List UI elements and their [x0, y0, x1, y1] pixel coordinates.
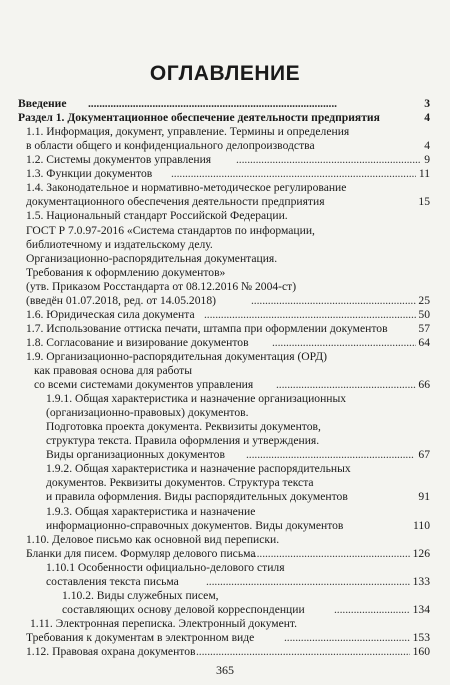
toc-entry	[46, 434, 430, 448]
toc-entry	[26, 533, 430, 547]
toc-entry	[46, 406, 430, 420]
page-number: 365	[216, 663, 234, 677]
toc-entry	[26, 645, 430, 659]
toc-entry-page: 110	[413, 518, 430, 532]
toc-entry-text: составляющих основу деловой корреспонденции	[62, 602, 305, 616]
toc-entry-text: 1.5. Национальный стандарт Российской Федерации.	[26, 209, 288, 223]
toc-entry-text: Требования к документам в электронном виде	[26, 630, 255, 644]
leader-dots	[276, 378, 416, 392]
toc-entry	[26, 181, 430, 195]
toc-entry-page: 3	[424, 97, 430, 110]
toc-entry-text: и правила оформления. Виды распорядительных документов	[46, 490, 348, 504]
toc-entry-text: документационного обеспечения деятельности предприятия	[26, 195, 325, 209]
toc-entry	[46, 462, 430, 476]
toc-entry	[26, 547, 430, 561]
toc-entry	[26, 252, 430, 266]
toc-entry-text: Виды организационных документов	[46, 448, 225, 462]
toc-entry-text: Введение	[18, 97, 67, 110]
leader-dots	[206, 575, 410, 589]
toc-entry-text: 1.4. Законодательное и нормативно-методическое регулирование	[26, 181, 347, 195]
toc-entry	[46, 392, 430, 406]
toc-entry	[26, 224, 430, 238]
toc-entry	[34, 378, 430, 392]
toc-entry	[26, 167, 430, 181]
toc-entry	[46, 420, 430, 434]
toc-entry-text: 1.9.2. Общая характеристика и назначение распорядительных	[46, 462, 351, 476]
toc-entry-text: (введён 01.07.2018, ред. от 14.05.2018)	[26, 293, 216, 307]
leader-dots	[246, 448, 414, 462]
toc-entry-text: 1.8. Согласование и визирование документов	[26, 335, 249, 349]
toc-entry-text: 1.10.2. Виды служебных писем,	[62, 588, 219, 602]
toc-entry	[46, 561, 430, 575]
toc-entry-text: Подготовка проекта документа. Реквизиты документов,	[46, 420, 321, 434]
toc-entry-text: в области общего и конфиденциального делопроизводства	[26, 139, 315, 153]
toc-entry-page: 66	[418, 378, 430, 391]
toc-entry-page: 126	[412, 546, 430, 560]
toc-entry-text: структура текста. Правила оформления и утверждения.	[46, 434, 320, 448]
toc-entry	[26, 266, 430, 280]
toc-entry	[46, 448, 430, 462]
toc-entry-text: 1.11. Электронная переписка. Электронный документ.	[30, 616, 298, 630]
toc-entry-text: 1.7. Использование оттиска печати, штампа при оформлении документов	[26, 321, 388, 335]
toc-entry-page: 133	[412, 574, 430, 588]
toc-entry	[34, 364, 430, 378]
toc-entry	[18, 111, 430, 125]
toc-entry-text: информационно-справочных документов. Виды документов	[46, 518, 344, 532]
toc-entry-text: 1.2. Системы документов управления	[26, 153, 212, 167]
leader-dots	[204, 308, 416, 322]
toc-entry-text: как правовая основа для работы	[34, 364, 193, 377]
toc-entry	[30, 617, 430, 631]
toc-entry-page: 4	[424, 111, 430, 125]
toc-entry-text: со всеми системами документов управления	[34, 378, 254, 391]
page-title: ОГЛАВЛЕНИЕ	[149, 62, 301, 85]
toc-entry	[26, 350, 430, 364]
toc-entry-page: 64	[418, 335, 430, 349]
toc-entry	[26, 308, 430, 322]
toc-entry	[26, 195, 430, 209]
toc-entry-text: 1.10. Деловое письмо как основной вид переписки.	[26, 532, 280, 546]
toc-entry-text: (организационно-правовых) документов.	[46, 406, 249, 420]
toc-entry-page: 67	[418, 448, 430, 462]
toc-entry-page: 153	[412, 630, 430, 644]
toc-entry-text: 1.9.3. Общая характеристика и назначение	[46, 504, 256, 518]
toc-entry	[26, 322, 430, 336]
toc-entry-page: 134	[412, 602, 430, 616]
leader-dots	[88, 97, 416, 111]
toc-entry	[62, 603, 430, 617]
toc-entry	[46, 490, 430, 504]
toc-entry-text: составления текста письма	[46, 574, 179, 588]
toc-entry	[26, 238, 430, 252]
toc-entry-text: 1.9.1. Общая характеристика и назначение организационных	[46, 392, 347, 406]
toc-entry-page: 15	[418, 195, 430, 209]
toc-entry-text: библиотечному и издательскому делу.	[26, 237, 213, 251]
toc-entry-text: (утв. Приказом Росстандарта от 08.12.2016 № 2004-ст)	[26, 279, 297, 293]
toc-entry-page: 91	[418, 490, 430, 504]
toc-entry	[46, 519, 430, 533]
toc-entry-page: 160	[412, 645, 430, 658]
toc-entry-text: 1.12. Правовая охрана документов	[26, 645, 196, 658]
toc-entry-page: 11	[418, 167, 430, 181]
toc-entry-page: 57	[418, 321, 430, 335]
toc-entry	[46, 575, 430, 589]
toc-entry	[26, 336, 430, 350]
leader-dots	[251, 294, 416, 308]
toc-entry-text: документов. Реквизиты документов. Структура текста	[46, 476, 314, 490]
leader-dots	[334, 603, 410, 617]
toc-entry	[26, 153, 430, 167]
toc-entry-text: 1.1. Информация, документ, управление. Термины и определения	[26, 125, 350, 139]
toc-entry	[26, 125, 430, 139]
toc-entry-text: 1.9. Организационно-распорядительная документация (ОРД)	[26, 349, 328, 363]
toc-entry	[26, 209, 430, 223]
toc-entry-page: 50	[418, 307, 430, 321]
toc-entry	[62, 589, 430, 603]
toc-entry	[18, 97, 430, 111]
leader-dots	[251, 547, 410, 561]
toc-entry	[26, 280, 430, 294]
toc-entry-text: 1.10.1 Особенности официально-делового стиля	[46, 560, 285, 574]
leader-dots	[196, 645, 410, 659]
toc-entry-text: Организационно-распорядительная документация.	[26, 251, 278, 265]
toc-entry-text: 1.6. Юридическая сила документа	[26, 307, 195, 321]
toc-entry-page: 9	[424, 153, 430, 167]
leader-dots	[272, 336, 416, 350]
toc-entry	[46, 505, 430, 519]
toc-entry-text: Раздел 1. Документационное обеспечение деятельности предприятия	[18, 111, 380, 125]
leader-dots	[171, 167, 416, 181]
leader-dots	[284, 631, 410, 645]
toc-entry	[26, 294, 430, 308]
toc-entry	[26, 139, 430, 153]
toc-entry-page: 25	[418, 293, 430, 307]
toc-entry-text: 1.3. Функции документов	[26, 167, 153, 181]
toc-entry	[26, 631, 430, 645]
toc-entry-text: ГОСТ Р 7.0.97-2016 «Система стандартов по информации,	[26, 223, 315, 237]
toc-entry-text: Требования к оформлению документов»	[26, 265, 226, 279]
toc-entry	[46, 476, 430, 490]
toc-entry-text: Бланки для писем. Формуляр делового письма	[26, 546, 256, 560]
leader-dots	[236, 153, 420, 167]
toc-entry-page: 4	[424, 139, 430, 153]
